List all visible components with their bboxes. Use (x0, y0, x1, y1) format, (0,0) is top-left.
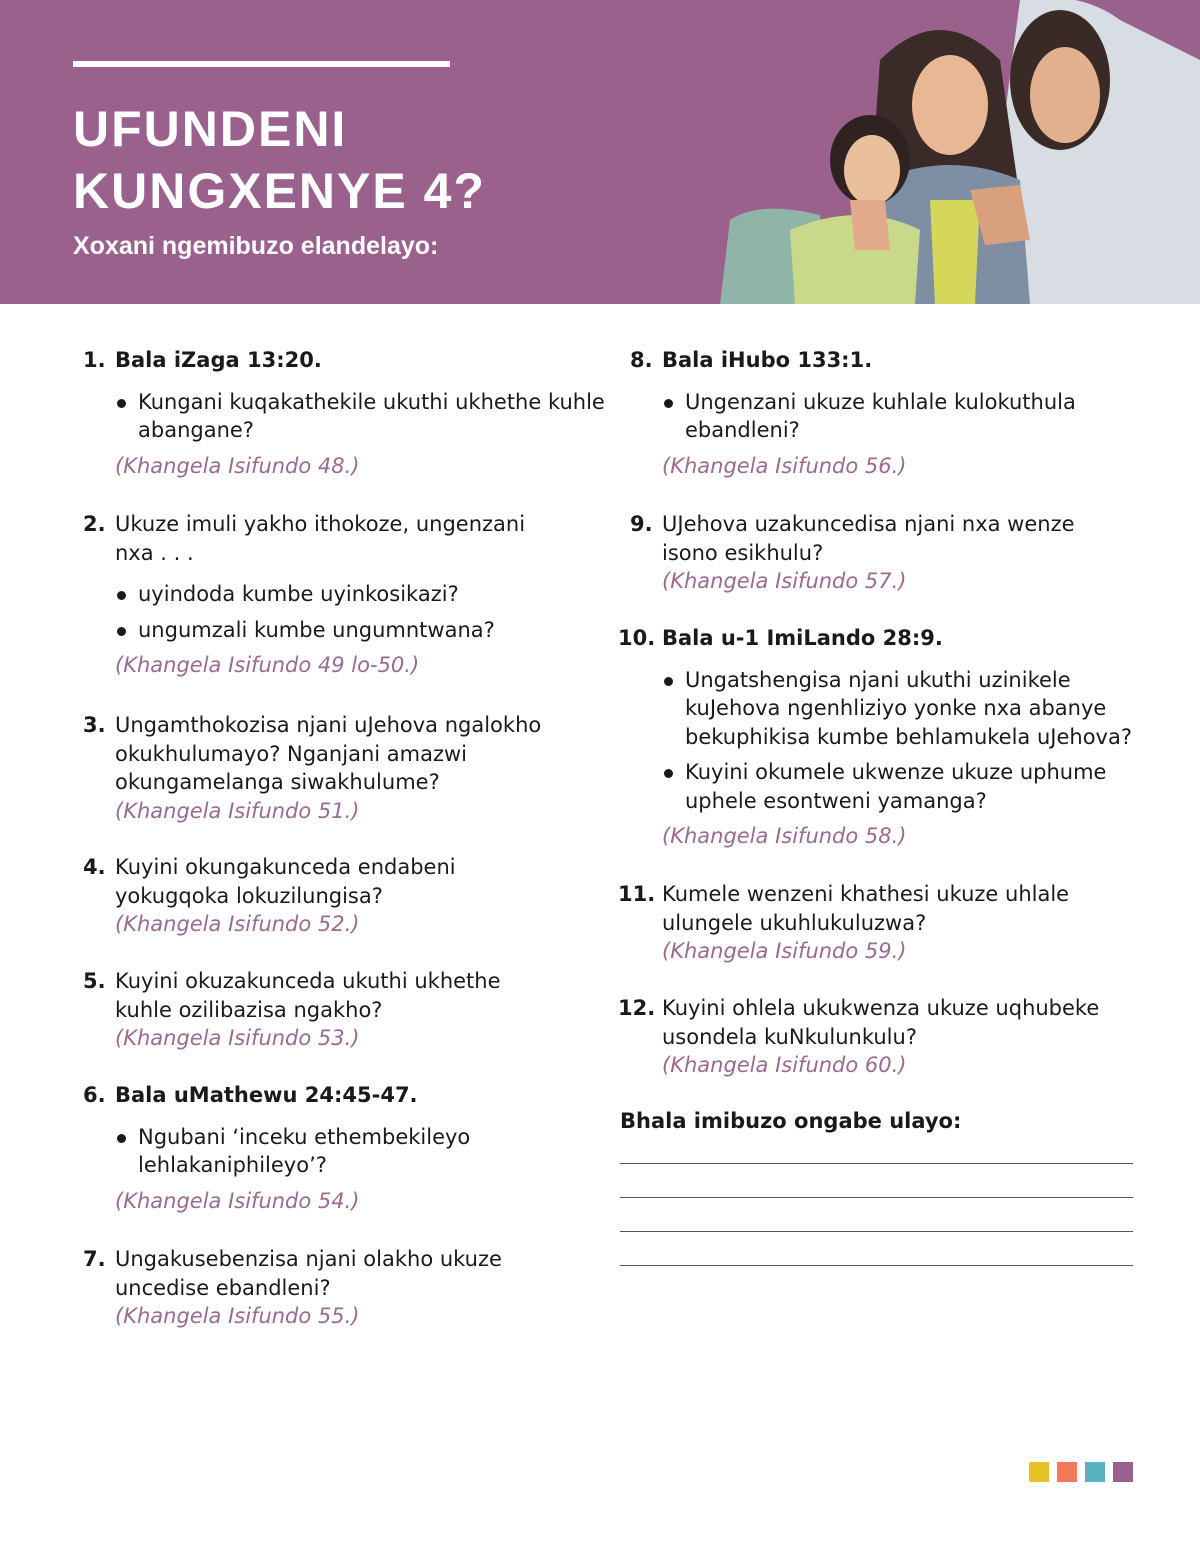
bullet-list (662, 388, 1162, 445)
lesson-reference: (Khangela Isifundo 55.) (115, 1304, 360, 1328)
bullet-text: Kuyini okumele ukwenze ukuze uphume uphele esontweni yamanga? (685, 760, 1107, 813)
bullet-item (115, 580, 615, 609)
question-number: 2. (83, 512, 106, 536)
write-questions-prompt: Bhala imibuzo ongabe ulayo: (620, 1109, 962, 1133)
question-number: 9. (630, 512, 653, 536)
lesson-reference: (Khangela Isifundo 51.) (115, 798, 360, 823)
bullet-text: uyindoda kumbe uyinkosikazi? (138, 582, 459, 606)
question-item (83, 711, 615, 825)
question-item (83, 346, 615, 480)
header-rule (73, 61, 450, 67)
lesson-reference: (Khangela Isifundo 59.) (662, 939, 907, 963)
question-number: 5. (83, 969, 106, 993)
question-item (618, 994, 1162, 1080)
question-item (630, 510, 1162, 596)
lesson-reference: (Khangela Isifundo 57.) (662, 569, 907, 593)
lesson-reference: (Khangela Isifundo 49 lo-50.) (115, 653, 420, 677)
question-text: Ungakusebenzisa njani olakho ukuze uncedise ebandleni? (115, 1247, 502, 1300)
question-text: UJehova uzakuncedisa njani nxa wenze isono esikhulu? (662, 512, 1075, 565)
lesson-reference: (Khangela Isifundo 53.) (115, 1026, 360, 1050)
bullet-icon (117, 591, 126, 600)
question-item (83, 967, 615, 1053)
bullet-item (662, 388, 1162, 445)
question-text: Bala u-1 ImiLando 28:9. (662, 626, 943, 650)
bullet-item (662, 758, 1162, 815)
color-square-purple (1113, 1462, 1133, 1482)
question-number: 4. (83, 855, 106, 879)
question-text: Bala uMathewu 24:45-47. (115, 1083, 418, 1107)
answer-line[interactable] (620, 1265, 1133, 1266)
question-text: Kuyini okungakunceda endabeni yokugqoka lokuzilungisa? (115, 855, 456, 908)
question-item (618, 880, 1162, 966)
question-number: 3. (83, 713, 106, 737)
page-subtitle: Xoxani ngemibuzo elandelayo: (73, 232, 439, 260)
question-item (83, 510, 615, 680)
bullet-text: ungumzali kumbe ungumntwana? (138, 617, 495, 642)
header-banner (0, 0, 1200, 304)
question-text: Kuyini ohlela ukukwenza ukuze uqhubeke usondela kuNkulunkulu? (662, 996, 1100, 1049)
question-item (83, 853, 615, 939)
bullet-list (115, 388, 615, 445)
color-square-orange (1057, 1462, 1077, 1482)
question-text: Ukuze imuli yakho ithokoze, ungenzani nxa . . . (115, 512, 526, 565)
bullet-item (115, 1123, 615, 1180)
question-item (83, 1245, 615, 1331)
answer-line[interactable] (620, 1231, 1133, 1232)
lesson-reference: (Khangela Isifundo 52.) (115, 912, 360, 936)
lesson-reference: (Khangela Isifundo 58.) (662, 824, 907, 848)
answer-line[interactable] (620, 1197, 1133, 1198)
bullet-list (115, 580, 615, 644)
question-number: 12. (618, 996, 656, 1020)
question-item (630, 346, 1162, 480)
title-line-1: UFUNDENI (73, 101, 348, 157)
question-number: 10. (618, 626, 656, 650)
bullet-icon (117, 627, 126, 636)
family-praying-illustration (700, 0, 1200, 304)
question-number: 11. (618, 882, 656, 906)
question-number: 7. (83, 1247, 106, 1271)
bullet-item (115, 388, 615, 445)
lesson-reference: (Khangela Isifundo 54.) (115, 1188, 360, 1213)
bullet-text: Ungenzani ukuze kuhlale kulokuthula ebandleni? (685, 389, 1076, 442)
question-item (618, 624, 1162, 851)
title-line-2: KUNGXENYE 4? (73, 163, 486, 219)
bullet-text: Ngubani ‘inceku ethembekileyo lehlakaniphileyo’? (138, 1124, 471, 1177)
lesson-reference: (Khangela Isifundo 56.) (662, 453, 907, 478)
question-text: Ungamthokozisa njani uJehova ngalokho okukhulumayo? Nganjani amazwi okungamelanga siwakhulume? (115, 713, 542, 794)
bullet-icon (117, 1134, 126, 1143)
question-text: Bala iHubo 133:1. (662, 348, 873, 372)
lesson-reference: (Khangela Isifundo 60.) (662, 1053, 907, 1077)
bullet-text: Ungatshengisa njani ukuthi uzinikele kuJehova ngenhliziyo yonke nxa abanye bekuphikisa kumbe behlamukela uJehova? (685, 667, 1132, 749)
question-text: Kumele wenzeni khathesi ukuze uhlale ulungele ukuhlukuluzwa? (662, 882, 1070, 935)
bullet-list (662, 666, 1162, 816)
question-text: Kuyini okuzakunceda ukuthi ukhethe kuhle ozilibazisa ngakho? (115, 969, 501, 1022)
answer-line[interactable] (620, 1163, 1133, 1164)
question-number: 6. (83, 1083, 106, 1107)
question-number: 8. (630, 348, 653, 372)
page-title (73, 98, 486, 222)
bullet-icon (664, 769, 673, 778)
bullet-icon (117, 399, 126, 408)
bullet-icon (664, 399, 673, 408)
color-square-teal (1085, 1462, 1105, 1482)
color-square-yellow (1029, 1462, 1049, 1482)
question-number: 1. (83, 348, 106, 372)
question-item (83, 1081, 615, 1215)
bullet-text: Kungani kuqakathekile ukuthi ukhethe kuhle abangane? (138, 389, 605, 442)
bullet-icon (664, 677, 673, 686)
bullet-list (115, 1123, 615, 1180)
question-text: Bala iZaga 13:20. (115, 348, 322, 372)
bullet-item (115, 616, 615, 645)
bullet-item (662, 666, 1162, 752)
lesson-reference: (Khangela Isifundo 48.) (115, 453, 360, 478)
